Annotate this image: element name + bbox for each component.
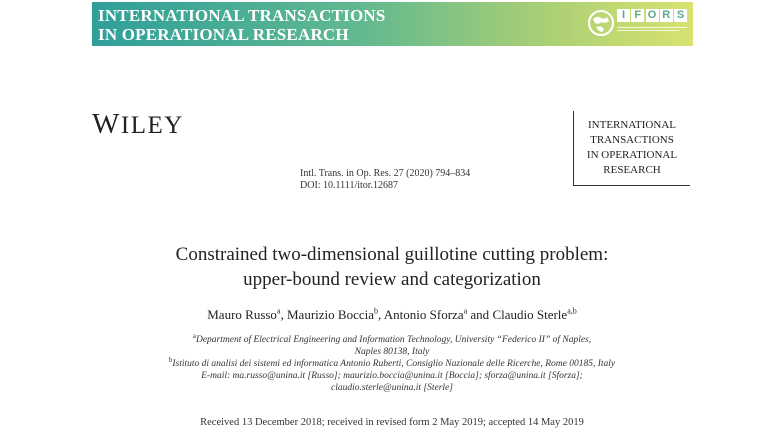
author-separator: and bbox=[467, 307, 493, 322]
wiley-logo bbox=[92, 108, 184, 141]
received-dates: Received 13 December 2018; received in revised form 2 May 2019; accepted 14 May 2019 bbox=[200, 417, 584, 428]
ifors-tagline bbox=[617, 26, 687, 38]
author-name: Claudio Sterle bbox=[492, 307, 568, 322]
wiley-logo-initial: W bbox=[92, 108, 121, 140]
affiliations bbox=[0, 331, 784, 394]
author-affiliation-marker: a,b bbox=[567, 306, 577, 316]
ifors-wordmark bbox=[617, 9, 687, 22]
affiliation-a-marker: a bbox=[192, 331, 196, 340]
ifors-letter: I bbox=[617, 9, 630, 22]
ifors-letter: R bbox=[660, 9, 673, 22]
journal-banner bbox=[92, 2, 693, 46]
author-list bbox=[0, 307, 784, 323]
ifors-logo bbox=[587, 7, 689, 41]
journal-box-line-1: INTERNATIONAL bbox=[588, 119, 676, 131]
author-name: Antonio Sforza bbox=[383, 307, 464, 322]
email-line-1: E-mail: ma.russo@unina.it [Russo]; maurizio.boccia@unina.it [Boccia]; sforza@unina.it [Sforza]; bbox=[201, 371, 583, 381]
ifors-letter: O bbox=[646, 9, 659, 22]
banner-journal-title bbox=[98, 6, 386, 44]
author-affiliation-marker: b bbox=[374, 306, 378, 316]
affiliation-a-line-1: Department of Electrical Engineering and Information Technology, University “Federico II” of Naples, bbox=[195, 335, 592, 345]
banner-title-line-2: IN OPERATIONAL RESEARCH bbox=[98, 25, 349, 44]
affiliation-b-marker: b bbox=[168, 355, 173, 364]
affiliation-a bbox=[0, 331, 784, 346]
affiliation-a-line-2: Naples 80138, Italy bbox=[354, 347, 430, 357]
journal-box-line-4: RESEARCH bbox=[603, 164, 661, 176]
email-line-2: claudio.sterle@unina.it [Sterle] bbox=[331, 383, 453, 393]
wiley-logo-rest: ILEY bbox=[120, 112, 184, 139]
author-name: Maurizio Boccia bbox=[287, 307, 374, 322]
article-title-line-1: Constrained two-dimensional guillotine cutting problem: bbox=[175, 244, 609, 265]
author-affiliation-marker: a bbox=[463, 306, 468, 316]
article-title-line-2: upper-bound review and categorization bbox=[243, 269, 541, 290]
banner-title-line-1: INTERNATIONAL TRANSACTIONS bbox=[98, 6, 386, 25]
author-affiliation-marker: a bbox=[276, 306, 281, 316]
author-name: Mauro Russo bbox=[207, 307, 277, 322]
citation-volume: Intl. Trans. in Op. Res. 27 (2020) 794–834 bbox=[300, 168, 471, 179]
journal-box-line-2: TRANSACTIONS bbox=[590, 134, 674, 146]
journal-box-line-3: IN OPERATIONAL bbox=[586, 149, 678, 161]
ifors-letter: S bbox=[674, 9, 687, 22]
affiliation-b-line-1: Istituto di analisi dei sistemi ed informatica Antonio Ruberti, Consiglio Nazionale delle Ricerche, Rome 00185, Italy bbox=[172, 359, 616, 369]
journal-name-box bbox=[573, 111, 690, 186]
ifors-letter: F bbox=[631, 9, 644, 22]
article-title bbox=[0, 242, 784, 292]
author-separator: , bbox=[378, 307, 384, 322]
affiliation-b bbox=[0, 355, 784, 370]
citation-doi: DOI: 10.1111/itor.12687 bbox=[300, 180, 399, 191]
author-separator: , bbox=[280, 307, 287, 322]
citation-info bbox=[300, 168, 470, 192]
globe-icon bbox=[587, 9, 615, 37]
